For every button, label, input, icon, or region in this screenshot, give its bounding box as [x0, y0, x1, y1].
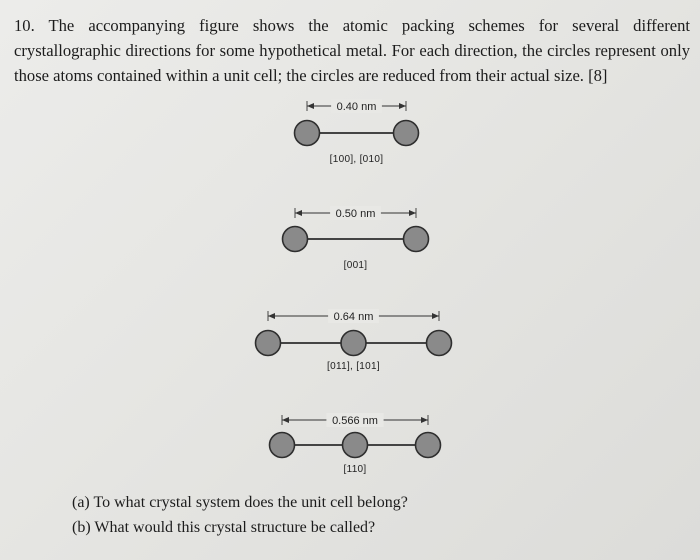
- packing-row-4: [270, 413, 441, 475]
- direction-label: [001]: [343, 260, 368, 271]
- atom-circle: [341, 331, 366, 356]
- arrowhead-right: [409, 210, 416, 216]
- atom-circle: [343, 433, 368, 458]
- arrowhead-right: [421, 417, 428, 423]
- arrowhead-right: [399, 103, 406, 109]
- arrowhead-left: [282, 417, 289, 423]
- atom-circle: [256, 331, 281, 356]
- dimension-label: 0.50 nm: [335, 208, 376, 220]
- atom-circle: [394, 121, 419, 146]
- packing-row-1: [295, 99, 419, 165]
- dimension-label: 0.64 nm: [333, 311, 374, 323]
- arrowhead-left: [268, 313, 275, 319]
- atom-circle: [295, 121, 320, 146]
- packing-row-3: [256, 309, 452, 372]
- atom-circle: [404, 227, 429, 252]
- arrowhead-right: [432, 313, 439, 319]
- arrowhead-left: [307, 103, 314, 109]
- direction-label: [100], [010]: [329, 154, 384, 165]
- arrowhead-left: [295, 210, 302, 216]
- direction-label: [011], [101]: [327, 361, 380, 372]
- atom-circle: [283, 227, 308, 252]
- question-part-a: (a) To what crystal system does the unit cell belong?: [72, 494, 408, 511]
- dimension-label: 0.40 nm: [336, 101, 377, 113]
- direction-label: [110]: [343, 464, 367, 475]
- atom-circle: [270, 433, 295, 458]
- atom-circle: [427, 331, 452, 356]
- question-text: 10. The accompanying figure shows the atomic packing schemes for several different crystallographic directions for some hypothetical metal. For each direction, the circles represent only those atoms contained within a unit cell; the circles are reduced from their actual size. [8]: [14, 16, 690, 85]
- packing-row-2: [283, 206, 429, 271]
- dimension-label: 0.566 nm: [332, 415, 378, 427]
- atom-circle: [416, 433, 441, 458]
- question-part-b: (b) What would this crystal structure be called?: [72, 519, 376, 536]
